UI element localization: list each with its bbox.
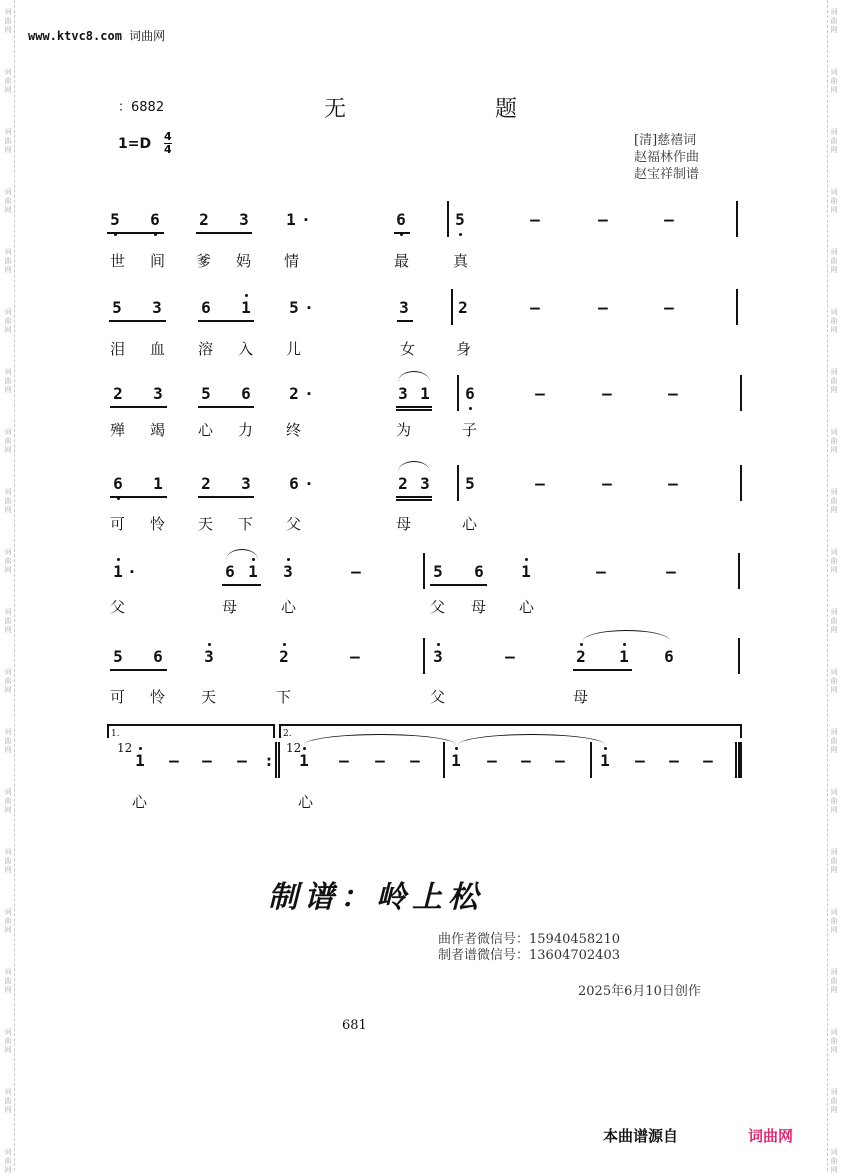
barline [735, 742, 737, 778]
note: 1 [451, 751, 461, 770]
lyricist: [清]慈禧词 [634, 133, 697, 148]
note: 3 [152, 298, 162, 317]
volta-label-2: 2. [283, 729, 292, 739]
side-watermark: 词 曲 网 [830, 728, 838, 754]
note: 2 [398, 474, 408, 493]
note: – [596, 562, 606, 581]
lyric-char: 天 [201, 688, 217, 706]
side-watermark: 词 曲 网 [830, 548, 838, 574]
lyric-char: 溶 [198, 340, 214, 358]
side-watermark: 词 曲 网 [4, 1148, 12, 1174]
note: 5 [455, 210, 465, 229]
note: – [202, 751, 212, 770]
credits [634, 132, 699, 183]
note: 6 [289, 474, 299, 493]
lyric-char: 竭 [150, 421, 166, 439]
note: 3 [204, 647, 214, 666]
lyric-char: 怜 [150, 688, 166, 706]
note: – [668, 474, 678, 493]
underline [198, 320, 254, 322]
side-watermark: 词 曲 网 [830, 788, 838, 814]
composer-wechat: 曲作者微信号：15940458210 [438, 932, 620, 947]
barline [275, 742, 277, 778]
barline [451, 289, 453, 325]
note: 6 [225, 562, 235, 581]
octave-dot-high [139, 747, 142, 750]
lyric-char: 母 [396, 515, 412, 533]
grace-note: 12 [117, 741, 133, 755]
note: – [351, 562, 361, 581]
barline [443, 742, 445, 778]
lyric-char: 心 [132, 793, 148, 811]
lyric-char: 可 [110, 515, 126, 533]
lyric-char: 天 [198, 515, 214, 533]
octave-dot-high [604, 747, 607, 750]
slur [583, 630, 670, 641]
note: – [703, 751, 713, 770]
underline [198, 406, 254, 408]
lyric-char: 心 [298, 793, 314, 811]
barline [457, 465, 459, 501]
note: – [487, 751, 497, 770]
side-watermark: 词 曲 网 [830, 1088, 838, 1114]
note: 5 [110, 210, 120, 229]
note: 5 [289, 298, 299, 317]
side-watermark: 词 曲 网 [4, 188, 12, 214]
left-watermark-column [2, 0, 15, 1174]
side-watermark: 词 曲 网 [830, 668, 838, 694]
note: · [304, 298, 314, 317]
barline [740, 375, 742, 411]
side-watermark: 词 曲 网 [830, 908, 838, 934]
side-watermark: 词 曲 网 [4, 248, 12, 274]
lyric-char: 母 [222, 598, 238, 616]
note: · [304, 474, 314, 493]
note: – [350, 647, 360, 666]
lyric-char: 心 [281, 598, 297, 616]
arranger-wechat: 制者谱微信号：13604702403 [438, 948, 620, 963]
lyric-char: 力 [238, 421, 254, 439]
lyric-char: 入 [238, 340, 254, 358]
note: – [521, 751, 531, 770]
underline [396, 496, 432, 498]
note: – [635, 751, 645, 770]
note: 3 [283, 562, 293, 581]
underline [110, 669, 167, 671]
side-watermark: 词 曲 网 [830, 188, 838, 214]
side-watermark: 词 曲 网 [830, 248, 838, 274]
lyric-char: 世 [110, 252, 126, 270]
side-watermark: 词 曲 网 [4, 488, 12, 514]
side-watermark: 词 曲 网 [4, 848, 12, 874]
lyric-char: 身 [456, 340, 472, 358]
note: 1 [248, 562, 258, 581]
side-watermark: 词 曲 网 [4, 908, 12, 934]
note: · [301, 210, 311, 229]
side-watermark: 词 曲 网 [830, 428, 838, 454]
title-char-1: 无 [324, 97, 347, 122]
note: – [505, 647, 515, 666]
creation-date: 2025年6月10日创作 [578, 984, 701, 999]
lyric-char: 父 [286, 515, 302, 533]
volta-bracket-2-end [740, 724, 742, 738]
note: 1 [113, 562, 123, 581]
lyric-char: 母 [573, 688, 589, 706]
side-watermark: 词 曲 网 [830, 8, 838, 34]
note: – [375, 751, 385, 770]
underline [109, 320, 166, 322]
octave-dot-high [455, 747, 458, 750]
octave-dot-high [580, 643, 583, 646]
side-watermark: 词 曲 网 [830, 1148, 838, 1174]
note: 5 [465, 474, 475, 493]
lyric-char: 子 [462, 421, 478, 439]
note: 2 [289, 384, 299, 403]
note: 3 [153, 384, 163, 403]
note: 6 [201, 298, 211, 317]
lyric-char: 父 [110, 598, 126, 616]
note: 2 [279, 647, 289, 666]
note: 2 [201, 474, 211, 493]
note: – [237, 751, 247, 770]
note: 1 [299, 751, 309, 770]
lyric-char: 心 [198, 421, 214, 439]
lyric-char: 父 [430, 598, 446, 616]
note: · [127, 562, 137, 581]
slur [398, 461, 430, 472]
lyric-char: 间 [150, 252, 166, 270]
lyric-char: 可 [110, 688, 126, 706]
note: 1 [135, 751, 145, 770]
note: 2 [199, 210, 209, 229]
note: 3 [239, 210, 249, 229]
note: 6 [474, 562, 484, 581]
note: – [535, 474, 545, 493]
wechat-info [438, 932, 620, 964]
barline [736, 289, 738, 325]
side-watermark: 词 曲 网 [830, 488, 838, 514]
volta-bracket-1 [107, 724, 273, 726]
note: 2 [576, 647, 586, 666]
note: 6 [150, 210, 160, 229]
side-watermark: 词 曲 网 [4, 128, 12, 154]
underline [396, 406, 432, 408]
slur [304, 734, 456, 745]
lyric-char: 真 [453, 252, 469, 270]
score-number: ：6882 [118, 100, 165, 115]
note: – [535, 384, 545, 403]
barline [738, 553, 740, 589]
note: – [410, 751, 420, 770]
lyric-char: 泪 [110, 340, 126, 358]
note: – [602, 474, 612, 493]
note: 1 [600, 751, 610, 770]
lyric-char: 妈 [236, 252, 252, 270]
lyric-char: 血 [150, 340, 166, 358]
underline [396, 499, 432, 501]
side-watermark: 词 曲 网 [830, 68, 838, 94]
underline [573, 669, 632, 671]
side-watermark: 词 曲 网 [4, 668, 12, 694]
lyric-char: 母 [471, 598, 487, 616]
barline [457, 375, 459, 411]
source-label: 本曲谱源自 [603, 1127, 679, 1145]
underline [107, 232, 164, 234]
side-watermark: 词 曲 网 [4, 548, 12, 574]
lyric-char: 心 [462, 515, 478, 533]
note: – [602, 384, 612, 403]
octave-dot-high [287, 558, 290, 561]
note: 5 [113, 647, 123, 666]
volta-bracket-1-end [107, 724, 109, 738]
note: 5 [201, 384, 211, 403]
side-watermark: 词 曲 网 [4, 728, 12, 754]
volta-bracket-2-end [279, 724, 281, 738]
note: 6 [396, 210, 406, 229]
octave-dot-high [208, 643, 211, 646]
volta-label-1: 1. [111, 729, 120, 739]
signature: 制谱：岭上松 [268, 880, 484, 915]
note: 3 [398, 384, 408, 403]
time-top: 4 [164, 130, 172, 143]
side-watermark: 词 曲 网 [4, 1088, 12, 1114]
site-url[interactable]: www.ktvc8.com 词曲网 [28, 29, 166, 43]
side-watermark: 词 曲 网 [830, 848, 838, 874]
lyric-char: 最 [394, 252, 410, 270]
octave-dot-high [245, 294, 248, 297]
side-watermark: 词 曲 网 [4, 428, 12, 454]
lyric-char: 女 [400, 340, 416, 358]
octave-dot-high [283, 643, 286, 646]
note: – [555, 751, 565, 770]
octave-dot-high [117, 558, 120, 561]
note: 5 [433, 562, 443, 581]
note: 6 [465, 384, 475, 403]
note: – [598, 298, 608, 317]
note: 1 [241, 298, 251, 317]
slur [458, 734, 605, 745]
note: 6 [153, 647, 163, 666]
side-watermark: 词 曲 网 [830, 368, 838, 394]
note: 3 [241, 474, 251, 493]
underline [430, 584, 487, 586]
side-watermark: 词 曲 网 [830, 128, 838, 154]
note: 1 [619, 647, 629, 666]
side-watermark: 词 曲 网 [830, 968, 838, 994]
time-signature [164, 131, 172, 156]
octave-dot-high [623, 643, 626, 646]
arranger: 赵宝祥制谱 [634, 167, 700, 182]
note: 3 [399, 298, 409, 317]
note: – [339, 751, 349, 770]
side-watermark: 词 曲 网 [4, 608, 12, 634]
barline [738, 638, 740, 674]
note: – [664, 298, 674, 317]
note: 5 [112, 298, 122, 317]
lyric-char: 殚 [110, 421, 126, 439]
note: · [304, 384, 314, 403]
time-bottom: 4 [164, 143, 172, 156]
volta-bracket-1-end [273, 724, 275, 738]
side-watermark: 词 曲 网 [830, 608, 838, 634]
slur [398, 371, 430, 382]
side-watermark: 词 曲 网 [4, 788, 12, 814]
barline [736, 201, 738, 237]
lyric-char: 为 [396, 421, 412, 439]
underline [198, 496, 254, 498]
note: : [264, 751, 274, 770]
underline [394, 232, 410, 234]
note: 6 [113, 474, 123, 493]
octave-dot-high [303, 747, 306, 750]
underline [110, 496, 167, 498]
side-watermark: 词 曲 网 [4, 8, 12, 34]
slur [226, 549, 258, 560]
grace-note: 12 [286, 741, 302, 755]
note: – [669, 751, 679, 770]
side-watermark: 词 曲 网 [830, 1028, 838, 1054]
lyric-char: 下 [276, 688, 292, 706]
site-name: 词曲网 [129, 29, 166, 43]
lyric-char: 下 [238, 515, 254, 533]
side-watermark: 词 曲 网 [4, 1028, 12, 1054]
note: 1 [521, 562, 531, 581]
barline [423, 638, 425, 674]
underline [196, 232, 252, 234]
lyric-char: 儿 [286, 340, 302, 358]
octave-dot-low [459, 233, 462, 236]
lyric-char: 父 [430, 688, 446, 706]
volta-bracket-2 [279, 724, 740, 726]
note: 3 [433, 647, 443, 666]
note: 2 [113, 384, 123, 403]
lyric-char: 怜 [150, 515, 166, 533]
note: 2 [458, 298, 468, 317]
note: 1 [286, 210, 296, 229]
note: 6 [241, 384, 251, 403]
barline [278, 742, 280, 778]
source-site-link[interactable]: 词曲网 [748, 1127, 794, 1145]
note: – [530, 210, 540, 229]
note: 3 [420, 474, 430, 493]
side-watermark: 词 曲 网 [4, 368, 12, 394]
note: – [598, 210, 608, 229]
lyric-char: 终 [286, 421, 302, 439]
note: 1 [153, 474, 163, 493]
side-watermark: 词 曲 网 [4, 968, 12, 994]
octave-dot-high [437, 643, 440, 646]
note: 1 [420, 384, 430, 403]
note: – [666, 562, 676, 581]
note: – [668, 384, 678, 403]
barline [740, 465, 742, 501]
page-number: 681 [342, 1018, 367, 1033]
underline [396, 409, 432, 411]
barline [423, 553, 425, 589]
title-char-2: 题 [495, 97, 518, 122]
octave-dot-high [525, 558, 528, 561]
key-signature: 1=D [118, 136, 152, 152]
right-watermark-column [827, 0, 840, 1174]
barline [447, 201, 449, 237]
lyric-char: 心 [519, 598, 535, 616]
side-watermark: 词 曲 网 [4, 308, 12, 334]
lyric-char: 情 [284, 252, 300, 270]
final-barline [738, 742, 742, 778]
underline [397, 320, 413, 322]
octave-dot-low [469, 407, 472, 410]
note: – [664, 210, 674, 229]
underline [110, 406, 167, 408]
note: – [169, 751, 179, 770]
underline [222, 584, 261, 586]
side-watermark: 词 曲 网 [830, 308, 838, 334]
barline [590, 742, 592, 778]
side-watermark: 词 曲 网 [4, 68, 12, 94]
composer: 赵福林作曲 [634, 150, 700, 165]
lyric-char: 爹 [196, 252, 212, 270]
note: 6 [664, 647, 674, 666]
note: – [530, 298, 540, 317]
